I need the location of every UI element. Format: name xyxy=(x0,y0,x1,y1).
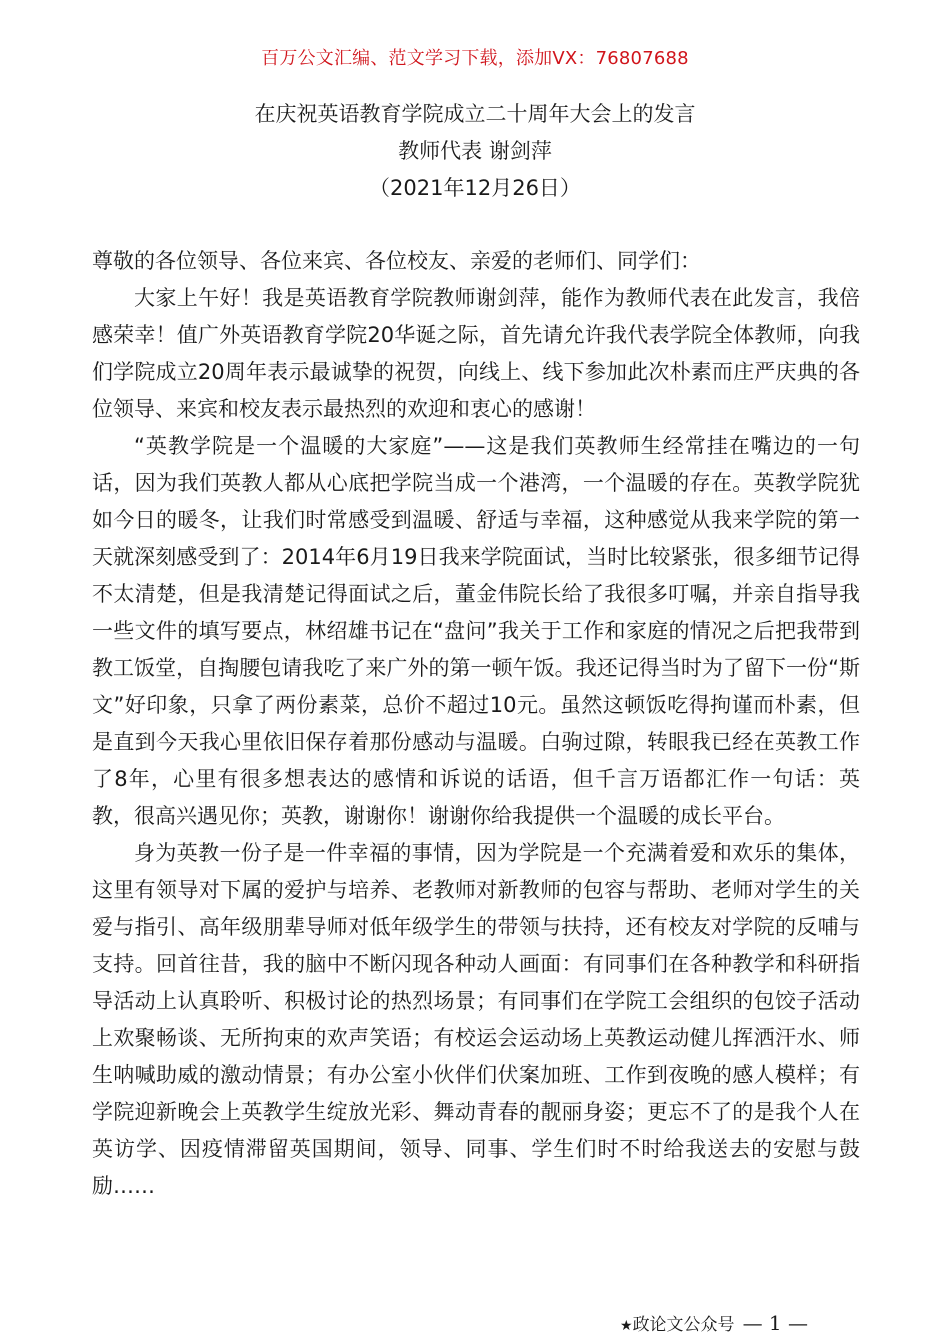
title-block xyxy=(0,96,950,207)
salutation: 尊敬的各位领导、各位来宾、各位校友、亲爱的老师们、同学们： xyxy=(92,249,701,273)
paragraph: 身为英教一份子是一件幸福的事情，因为学院是一个充满着爱和欢乐的集体，这里有领导对下属的爱护与培养、老教师对新教师的包容与帮助、老师对学生的关爱与指引、高年级朋辈导师对低年级学生的带领与扶持，还有校友对学院的反哺与支持。回首往昔，我的脑中不断闪现各种动人画面：有同事们在各种教学和科研指导活动上认真聆听、积极讨论的热烈场景；有同事们在学院工会组织的包饺子活动上欢聚畅谈、无所拘束的欢声笑语；有校运会运动场上英教运动健儿挥洒汗水、师生呐喊助威的激动情景；有办公室小伙伴们伏案加班、工作到夜晚的感人模样；有学院迎新晚会上英教学生绽放光彩、舞动青春的靓丽身姿；更忘不了的是我个人在英访学、因疫情滞留英国期间，领导、同事、学生们时不时给我送去的安慰与鼓励…… xyxy=(92,841,860,1198)
paragraph: “英教学院是一个温暖的大家庭”——这是我们英教师生经常挂在嘴边的一句话，因为我们英教人都从心底把学院当成一个港湾，一个温暖的存在。英教学院犹如今日的暖冬，让我们时常感受到温暖、舒适与幸福，这种感觉从我来学院的第一天就深刻感受到了：2014年6月19日我来学院面试，当时比较紧张，很多细节记得不太清楚，但是我清楚记得面试之后，董金伟院长给了我很多叮嘱，并亲自指导我一些文件的填写要点，林绍雄书记在“盘问”我关于工作和家庭的情况之后把我带到教工饭堂，自掏腰包请我吃了来广外的第一顿午饭。我还记得当时为了留下一份“斯文”好印象，只拿了两份素菜，总价不超过10元。虽然这顿饭吃得拘谨而朴素，但是直到今天我心里依旧保存着那份感动与温暖。白驹过隙，转眼我已经在英教工作了8年，心里有很多想表达的感情和诉说的话语，但千言万语都汇作一句话：英教，很高兴遇见你；英教，谢谢你！谢谢你给我提供一个温暖的成长平台。 xyxy=(92,434,860,828)
footer-source: 政论文公众号 xyxy=(632,1315,735,1335)
speech-title: 在庆祝英语教育学院成立二十周年大会上的发言 xyxy=(254,102,696,126)
speaker-line: 教师代表 谢剑萍 xyxy=(398,139,552,163)
promo-banner: 百万公文汇编、范文学习下载，添加VX：76807688 xyxy=(261,48,689,69)
speech-date: （2021年12月26日） xyxy=(369,176,581,200)
page-footer xyxy=(620,1310,860,1339)
page-number: — 1 — xyxy=(742,1311,809,1335)
paragraph: 大家上午好！我是英语教育学院教师谢剑萍，能作为教师代表在此发言，我倍感荣幸！值广外英语教育学院20华诞之际，首先请允许我代表学院全体教师，向我们学院成立20周年表示最诚挚的祝贺，向线上、线下参加此次朴素而庄严庆典的各位领导、来宾和校友表示最热烈的欢迎和衷心的感谢！ xyxy=(92,286,860,421)
speech-body xyxy=(92,243,860,1205)
star-icon: ★ xyxy=(620,1318,633,1334)
